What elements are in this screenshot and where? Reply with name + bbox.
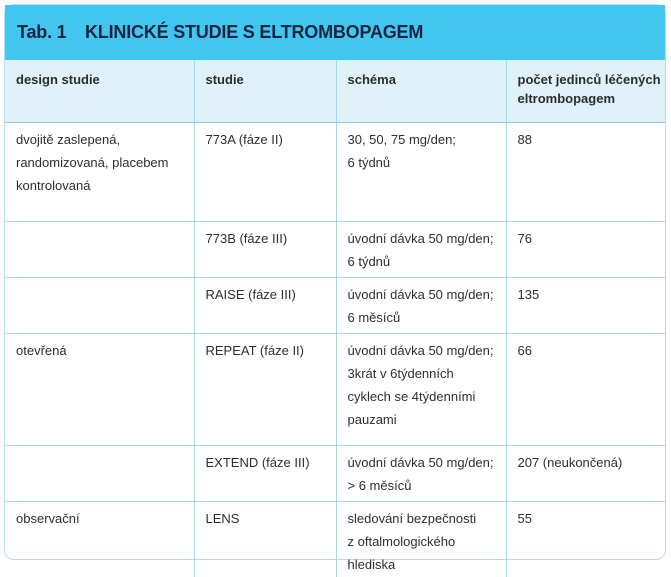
cell-scheme xyxy=(336,221,506,277)
cell-design xyxy=(5,501,194,577)
cell-text-line: 55 xyxy=(517,510,532,526)
cell-text-line: 66 xyxy=(517,342,532,358)
table-title-bar xyxy=(5,5,665,60)
cell-design xyxy=(5,333,194,445)
cell-text-line: LENS xyxy=(205,510,240,526)
cell-text-line: observační xyxy=(16,510,80,526)
cell-text-line: úvodní dávka 50 mg/den; xyxy=(347,342,494,358)
header-design xyxy=(5,60,194,122)
header-scheme xyxy=(336,60,506,122)
cell-design xyxy=(5,277,194,333)
cell-design xyxy=(5,445,194,501)
header-study xyxy=(194,60,336,122)
cell-study xyxy=(194,501,336,577)
table-frame xyxy=(4,4,666,572)
table-row xyxy=(5,277,665,333)
cell-scheme xyxy=(336,277,506,333)
cell-scheme xyxy=(336,501,506,577)
cell-text-line: 88 xyxy=(517,131,532,147)
cell-study xyxy=(194,221,336,277)
table-body xyxy=(5,122,665,577)
table-row xyxy=(5,221,665,277)
cell-text-line: RAISE (fáze III) xyxy=(205,286,296,302)
cell-study xyxy=(194,122,336,221)
cell-count xyxy=(506,221,665,277)
cell-design xyxy=(5,221,194,277)
cell-text-line: pauzami xyxy=(347,411,397,427)
cell-text-line: otevřená xyxy=(16,342,67,358)
cell-text-line: > 6 měsíců xyxy=(347,477,412,493)
cell-text-line: 207 (neukončená) xyxy=(517,454,623,470)
table-number: Tab. 1 xyxy=(17,22,67,42)
cell-text-line: EXTEND (fáze III) xyxy=(205,454,310,470)
cell-text-line: 30, 50, 75 mg/den; xyxy=(347,131,456,147)
cell-text-line: 76 xyxy=(517,230,532,246)
header-count xyxy=(506,60,665,122)
cell-count xyxy=(506,501,665,577)
cell-text-line: dvojitě zaslepená, xyxy=(16,131,121,147)
cell-text-line: 6 týdnů xyxy=(347,253,391,269)
table-row xyxy=(5,122,665,221)
cell-text-line: 3krát v 6týdenních xyxy=(347,365,454,381)
table-row xyxy=(5,333,665,445)
table-title: KLINICKÉ STUDIE S ELTROMBOPAGEM xyxy=(85,22,424,42)
table-row xyxy=(5,445,665,501)
cell-scheme xyxy=(336,122,506,221)
cell-count xyxy=(506,445,665,501)
cell-design xyxy=(5,122,194,221)
cell-scheme xyxy=(336,445,506,501)
header-text-line: počet jedinců léčených xyxy=(517,72,661,87)
cell-study xyxy=(194,445,336,501)
table-header-row xyxy=(5,60,665,122)
cell-text-line: 6 týdnů xyxy=(347,154,391,170)
cell-count xyxy=(506,122,665,221)
cell-text-line: cyklech se 4týdenními xyxy=(347,388,476,404)
cell-text-line: kontrolovaná xyxy=(16,177,91,193)
header-text-line: studie xyxy=(205,72,244,87)
cell-text-line: 6 měsíců xyxy=(347,309,401,325)
cell-count xyxy=(506,277,665,333)
header-text-line: eltrombopagem xyxy=(517,91,616,106)
header-text-line: schéma xyxy=(347,72,396,87)
cell-study xyxy=(194,333,336,445)
cell-text-line: REPEAT (fáze II) xyxy=(205,342,304,358)
cell-text-line: sledování bezpečnosti xyxy=(347,510,477,526)
cell-study xyxy=(194,277,336,333)
cell-text-line: randomizovaná, placebem xyxy=(16,154,169,170)
cell-scheme xyxy=(336,333,506,445)
clinical-studies-table xyxy=(5,60,665,577)
cell-text-line: 773A (fáze II) xyxy=(205,131,283,147)
table-row xyxy=(5,501,665,577)
cell-text-line: z oftalmologického xyxy=(347,533,456,549)
header-text-line: design studie xyxy=(16,72,100,87)
cell-text-line: úvodní dávka 50 mg/den; xyxy=(347,230,494,246)
cell-text-line: 773B (fáze III) xyxy=(205,230,288,246)
cell-text-line: hlediska xyxy=(347,556,396,572)
cell-text-line: úvodní dávka 50 mg/den; xyxy=(347,286,494,302)
cell-text-line: 135 xyxy=(517,286,540,302)
cell-count xyxy=(506,333,665,445)
cell-text-line: úvodní dávka 50 mg/den; xyxy=(347,454,494,470)
